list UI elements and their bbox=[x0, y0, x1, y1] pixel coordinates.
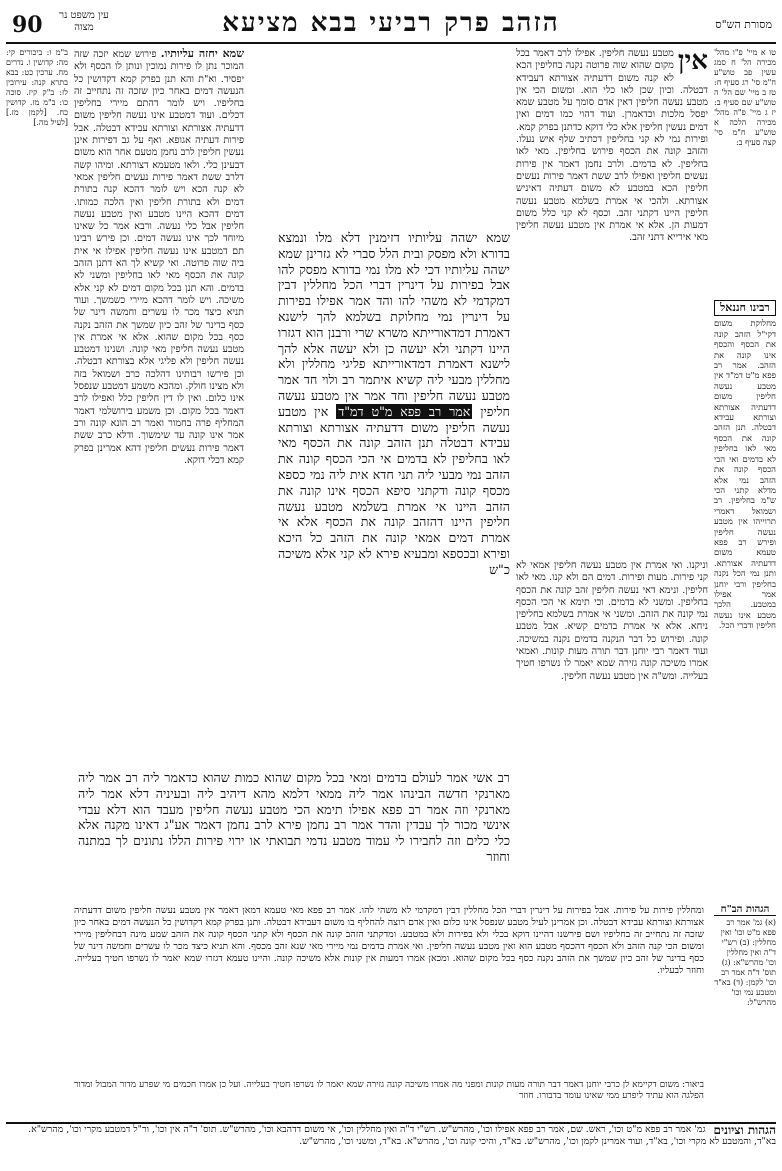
hagahot-text: (א) גמ' אמר רב פפא מ"ט וכו' ואין מחללין: (ב) רש"י ד"ה ואין מחללין וכו' מהרש"א: (ג) תוס' ד"ה אמר רב וכו' לקמן: (ד) בא"ד ומטבע נמי וכו' מהרש"ל: bbox=[714, 918, 776, 1007]
rabbeinu-chananel-text: מחלוקת משום דקי"ל הזהב קונה את הכסף והכסף אינו קונה את הזהב. אמר רב פפא מ"ט דמ"ד אין מטבע נעשה חליפין משום דדעתיה אצורתא וצורתא עבידא דבטלה. תנן הזהב קונה את הכסף מאי לאו בחליפין לא בדמים ואי הכי הכסף קונה את הזהב נמי אלא מדלא קתני הכי ש"מ בחליפין. רב ושמואל דאמרי תרוייהו אין מטבע נעשה חליפין ופירש רב פפא טעמא משום דדעתיה אצורתא. ותנן נמי הכל נקנה בחליפין ורבי יוחנן אמר אפילו במטבע. הלכך מטבע אינו נעשה חליפין ודברי הכל. bbox=[714, 318, 776, 631]
ein-mishpat-text: טו א מיי' פ"ו מהל' מכירה הל' ח סמג עשין פב טוש"ע ח"מ סי' רג סעיף ח: טז ב מיי' שם הל' ה טוש"ע שם סעיף ב: יז ג מיי' פ"ה מהל' מכירה הלכה א טוש"ע ח"מ סי' קצה סעיף ב: bbox=[714, 48, 776, 147]
gemara-text-block bbox=[278, 230, 510, 860]
gemara-text-after: אין מטבע נעשה חליפין משום דדעתיה אצורתא וצורתא עבידא דבטלה תנן הזהב קונה את הכסף מאי לאו בחליפין לא בדמים אי הכי הכסף קונה את הזהב נמי מבעי ליה תני חדא אית ליה נמי כספא מכסף קונה ודקתני סיפא הכסף אינו קונה את הזהב היינו אי אמרת בשלמא מטבע נעשה חליפין היינו דהזהב קונה את הכסף אלא אי אמרת דמים אמאי קונה את הזהב כל היכא ופירא ובכספא ומבעיא פירא לא קני אלא משיכה כ"ש bbox=[278, 403, 510, 577]
gemara-highlighted-phrase: אמר רב פפא מ"ט דמ"ד bbox=[338, 403, 471, 419]
masoret-hashas-text: ב"מ ו: ביכורים קי: מה: קדושין ו. נדרים מח. ערכין כט: בבא בתרא קנה: עירובין לז: ב"ק קיז. סוכה כו: ב"מ מז. קדושין כח. [לקמן מז.] [לעיל מה.] bbox=[6, 48, 68, 127]
tosafot-lead: שמא יחזה עליותיו. bbox=[160, 48, 244, 60]
notes-text: גמ' אמר רב פפא מ"ט וכו', ראש. שם, אמר רב פפא אפילו וכו', מהרש"ש. רש"י ד"ה ואין מחללין וכו', אי משום דדהבא וכו', מהרש"ש. תוס' ד"ה אין וכו', ור"ל דמטבע מקרי וכו', מהרש"א. בא"ד, והמטבע לא מקרי וכו', בא"ד, ועוד אמרינן לקמן וכו', מהרש"ש. בא"ד, והיכי קונה וכו', מהרש"א. בא"ד, ומשני וכו', מהרש"ש. bbox=[28, 1124, 776, 1147]
bottom-note-text: ביאור: משום דקיימא לן כרבי יוחנן דאמר דבר תורה מעות קונות ומפני מה אמרו משיכה קונה גזירה שמא יאמר לו נשרפו חטיך בעלייה. ועל כן אמרו חכמים מי שפרע מדור המבול ומדור הפלגה הוא עתיד ליפרע ממי שאינו עומד בדבורו. חוזר bbox=[74, 1080, 704, 1101]
bottom-commentary bbox=[74, 905, 704, 1070]
hagahot-habach-box bbox=[714, 905, 776, 1105]
rabbeinu-chananel-title: רבינו חננאל bbox=[714, 300, 776, 316]
rashi-lead-word: אין bbox=[677, 48, 708, 76]
masoret-hashas-margin bbox=[6, 48, 68, 1108]
rashi-lower-text: וניקנו. ואי אמרת אין מטבע נעשה חליפין אמאי לא קני פירות. מעות ופירות. דמים הם ולא קנו. מאי לאו חליפין. ונימא דאי נעשה חליפין זהב קונה את הכסף בחליפין. ומשני לא בדמים. וכי תימא אי הכי הכסף נמי קונה את הזהב. ומשני אי אמרת בשלמא בחליפין ניחא. אלא אי אמרת בדמים קשיא. אבל מטבע קונה. ופירוש כל דבר הנקנה בדמים נקנה במשיכה. ועוד דאמר רבי יוחנן דבר תורה מעות קונות. ואמאי אמרו משיכה קונה גזירה שמא יאמר לו נשרפו חטיך בעלייה. ומש"ה אין מטבע נעשה חליפין. bbox=[516, 560, 708, 682]
page-number: 90 bbox=[12, 12, 43, 38]
ein-mishpat-label: עין משפט נר מצוה bbox=[59, 10, 109, 33]
gemara-wide-block bbox=[78, 770, 510, 898]
hagahot-title: הגהות הב"ח bbox=[714, 905, 776, 916]
rashi-commentary-continued bbox=[516, 560, 708, 920]
rashi-text: מטבע נעשה חליפין. אפילו לרב דאמר בכל מקום שהוא שוה פרוטה נקנה בחליפין הכא לא קנה משום דדעתיה אצורתא דעבידא דבטלה. וכיון שכן לאו כלי הוא. ומשום הכי אין מטבע נעשה חליפין דאין אדם סומך על מטבע שמא יפסל מלכות וכדאמרן. ועוד דהוי כמו דמים ואין דמים נעשין חליפין אלא כלי דוקא כדתנן בפרק קמא. ופירות נמי לא קני בחליפין דכתיב שלף איש נעלו. והזהב קונה את הכסף פירוש בחליפין. מאי לאו בחליפין. לא בדמים. ולרב נחמן דאמר אין פירות נעשים חליפין ואפילו לרב ששת דאמר פירות נעשים חליפין הכא במטבע לא משום דעתיה דאיניש אצורתא. ולהכי אי אמרת בשלמא מטבע נעשה חליפין היינו דקתני זהב. וכסף לא קני כלל משום דמעות הן. אלא אי אמרת אין מטבע נעשה חליפין מאי אירייא דתני זהב. bbox=[516, 48, 708, 244]
gemara-wide-text: רב אשי אמר לעולם בדמים ומאי בכל מקום שהוא כמות שהוא כדאמר ליה רב אמר ליה מארנקי חדשה הבינהו אמר ליה ממאי דלמא מהא דיהיב ליה ובעיניה דלא אמר ליה מארנקי וזה אמר רב פפא אפילו תימא הכי מטבע נעשה חליפין מעבד הוא דלא עבדי אינשי מכור לך עבדין והדר אמר רב נחמן פירא לרב נחמן דאמר אע"ג דאינו מקנה אלא כלי כלים וזה לחבירו לי עמוד מטבע נדמי תבואתי או ירוי פירות הללו נתונים לך במתנה וחוזר bbox=[78, 770, 510, 864]
hagahot-vetziyunim-box bbox=[6, 1122, 776, 1166]
bottom-note bbox=[74, 1080, 704, 1116]
gemara-text-before: שמא ישהה עליותיו דזימנין דלא מלו ונמצא בדורא ולא מפסק ובית הלל סברי לא גזרינן שמא ישהה עליותיו דכי לא מלו נמי בדורא מפסק להו אבל בפירות על דינרין דברי הכל מחללין דבין דמקדמי לא משהי להו והד אמר אפילו בפירות על דינרין נמי מחלוקת בשלמא להך לישנא דאמרת דמדאורייתא משרא שרי ורבנן הוא דגזרו היינו דקתני ולא יעשה כן ולא יעשה אלא להך לישנא דאמרת דמדאורייתא פליגי מחללין ולא מחללין מבעי ליה קשיא איתמר רב ולוי חד אמר מטבע נעשה חליפין וחד אמר אין מטבע נעשה חליפין bbox=[278, 230, 510, 419]
page-header bbox=[6, 6, 776, 44]
tosafot-text: פירוש שמא יזכה שזה המוכר נתן לו פירות נמוכין ונותן לו הכסף ולא יפסיד. וא"ת והא תנן בפרק קמא דקדושין כל הנעשה דמים באחר כיון שזכה זה נתחייב זה בחליפיו. ויש לומר דהתם מיירי בחליפין דכלים. ועוד דמטבע אינו נעשה חליפין משום דדעתיה אצורתא וצורתא עבידא דבטלה. אבל פירות דעתיה אגופא. ואף על גב דפירות אינן נעשין חליפין לרב נחמן מטעם אחר הוא משום דבעינן כלי. ולאו מטעמא דצורתא. ומיהו קשה דלרב ששת דאמר פירות נעשים חליפין אמאי לא קנה הכא ויש לומר דהכא קנה בתורת דמים ולא בתורת חליפין ואין הלכה כמותו. דמים דהכא היינו מטבע ואין מטבע נעשה חליפין אבל כלי נעשה. ורבא אמר כל שאינו מיוחד לכך אינו נעשה דמים. וכן פירש רבינו תם דמטבע אינו נעשה חליפין אפילו אי אית ביה שוה פרוטה. ואי קשיא לך הא דתנן הזהב קונה את הכסף מאי לאו בחליפין ומשני לא בדמים. והא תנן בכל מקום דמים לא קני אלא משיכה. ויש לומר דהכא מיירי כשמשך. ועוד תניא כיצד מכר לו עשרים וחמשה דינר של כסף בדינר של זהב כיון שמשך את הזהב נקנה כסף בכל מקום שהוא. אלא אי אמרת אין מטבע נעשה חליפין מאי קונה. ושנינו דמטבע נעשה חליפין ולא פליגי אלא בצורתא דבטלה. וכן פירשו רבותינו דהלכה כרב ושמואל בזה ולא מצינו חולק. ומהכא משמע דמטבע שנפסל אינו כלום. ואין לו דין חליפין כלל ואפילו לרב דאמר בכל מקום. וכן משמע בירושלמי דאמר המחליף פרה בחמור ואמר רב הונא קונה ורב אמר אינו קונה עד שימשוך. ודלא כרב ששת דאמר פירות נעשים חליפין דהא אמרינן בפרק קמא דכלי דוקא. bbox=[74, 49, 244, 466]
notes-title: הגהות וציונים bbox=[713, 1123, 776, 1137]
page-title: הזהב פרק רביעי בבא מציעא bbox=[222, 8, 560, 38]
masoret-hashas-label: מסורת הש"ס bbox=[715, 18, 772, 31]
rashi-commentary bbox=[516, 48, 708, 638]
bottom-commentary-text: ומחללין פירות על פירות. אבל בפירות על דינרין דברי הכל מחללין דבין דמקדמי לא משהי להו. אמר רב פפא מאי טעמא דמאן דאמר אין מטבע נעשה חליפין משום דדעתיה אצורתא וצורתא עבידא דבטלה. וכן אמרינן לעיל מטבע שנפסל אינו כלום ואין אדם רוצה להחליף בו משום דעבידא דבטלה. ותנן בפרק קמא דקדושין כל הנעשה דמים באחר כיון שזכה זה נתחייב זה בחליפיו ושם פירשנו דהיינו דוקא בכלי ולא בפירות ולא במטבע. ומדקתני הזהב קונה את הכסף ולא קתני הכסף קונה את הזהב שמע מינה דבחליפין מיירי ומשום הכי קנה הזהב ולא הכסף דהכסף מטבע הוא ואין מטבע נעשה חליפין. ואי אמרת בדמים נמי מיירי מאי שנא זהב מכסף. והא תניא כיצד מכר לו עשרים וחמשה דינר של כסף בדינר של זהב כיון שמשך את הזהב נקנה כסף בכל מקום שהוא. ומכאן אמרו דמעות אין קונות אלא משיכה קונה. והיינו טעמא דגזרו שמא יאמר לו נשרפו חטיך בעלייה. וחוזר לבעליו. bbox=[74, 905, 704, 976]
